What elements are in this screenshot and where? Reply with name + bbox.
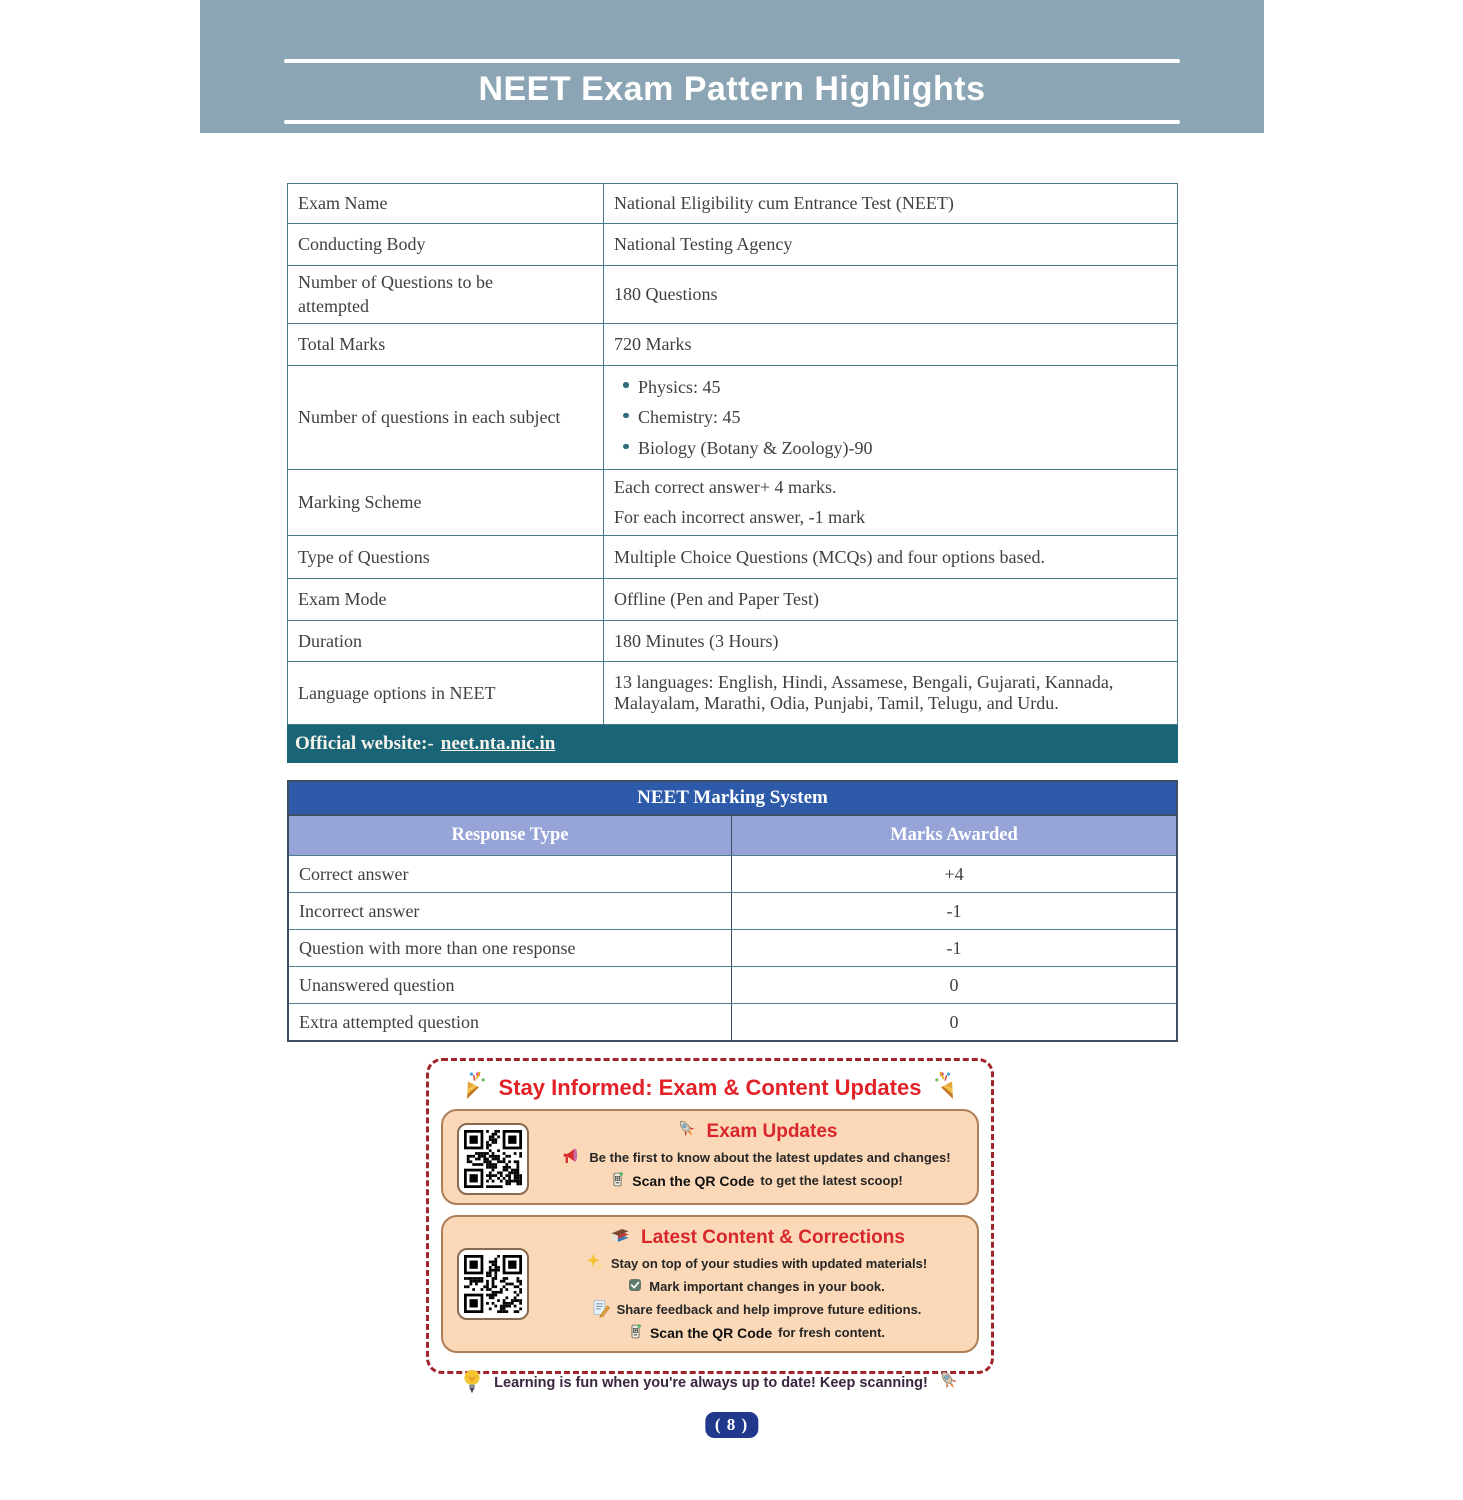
- list-item: Physics: 45: [620, 372, 1167, 403]
- exam-row-value: Offline (Pen and Paper Test): [604, 579, 1178, 621]
- table-row: [288, 323, 1178, 365]
- table-row: [289, 855, 1176, 892]
- qr-code: [457, 1248, 529, 1320]
- exam-row-value: National Testing Agency: [604, 224, 1178, 266]
- table-row: [288, 365, 1178, 470]
- exam-row-value: 180 Minutes (3 Hours): [604, 621, 1178, 662]
- official-website-link[interactable]: neet.nta.nic.in: [440, 733, 556, 755]
- updates-title-row: [429, 1067, 991, 1109]
- exam-row-label: Language options in NEET: [288, 662, 604, 725]
- exam-row-value: National Eligibility cum Entrance Test (NEET): [604, 184, 1178, 224]
- exam-pattern-section: [287, 183, 1178, 763]
- exam-row-value: 13 languages: English, Hindi, Assamese, Bengali, Gujarati, Kannada, Malayalam, Marathi, Odia, Punjabi, Tamil, Telugu, and Urdu.: [604, 662, 1178, 725]
- exam-row-value: [604, 470, 1178, 536]
- exam-row-label: Exam Name: [288, 184, 604, 224]
- response-type-cell: Extra attempted question: [289, 1004, 732, 1040]
- official-website-bar: [287, 725, 1178, 763]
- subject-list: [620, 372, 1167, 464]
- exam-row-value: [604, 365, 1178, 470]
- marks-awarded-cell: -1: [946, 937, 962, 958]
- memo-pencil-icon: [591, 1298, 611, 1321]
- exam-updates-line1-text: Be the first to know about the latest updates and changes!: [589, 1150, 951, 1165]
- lightbulb-icon: [458, 1367, 486, 1399]
- page-number: ( 8 ): [714, 1415, 749, 1434]
- content-updates-heading-row: [543, 1224, 969, 1252]
- content-updates-card: [441, 1215, 979, 1353]
- party-popper-icon: [454, 1066, 494, 1110]
- table-row: [288, 579, 1178, 621]
- books-icon: [607, 1222, 633, 1254]
- marks-awarded-cell: 0: [949, 1011, 959, 1032]
- updates-footer-row: [429, 1363, 991, 1403]
- marks-awarded-cell: +4: [944, 863, 964, 884]
- marking-system-table: [287, 780, 1178, 1042]
- exam-row-label: Type of Questions: [288, 536, 604, 579]
- response-type-cell: Incorrect answer: [289, 893, 732, 929]
- qr-phone-icon: [609, 1171, 626, 1191]
- scan-qr-bold-text: Scan the QR Code: [649, 1324, 773, 1341]
- content-updates-line: [543, 1252, 969, 1275]
- scan-qr-rest-text: to get the latest scoop!: [760, 1173, 903, 1188]
- content-line3-text: Share feedback and help improve future editions.: [616, 1302, 922, 1317]
- marking-scheme-line: Each correct answer+ 4 marks.: [614, 477, 837, 498]
- checkbox-icon: [627, 1277, 643, 1296]
- table-row: [288, 266, 1178, 324]
- party-popper-icon: [927, 1066, 967, 1110]
- exam-updates-heading: Exam Updates: [706, 1121, 838, 1142]
- sparkles-icon: [585, 1252, 605, 1275]
- exam-row-label: Number of Questions to be attempted: [288, 266, 604, 324]
- list-item: Chemistry: 45: [620, 402, 1167, 433]
- table-row: [289, 966, 1176, 1003]
- rocket-icon: [936, 1368, 962, 1398]
- page-number-badge: [705, 1412, 758, 1438]
- exam-row-label: Total Marks: [288, 323, 604, 365]
- column-header-response-type: Response Type: [289, 816, 732, 855]
- scan-qr-rest-text: for fresh content.: [778, 1325, 886, 1340]
- official-website-label: Official website:-: [295, 733, 434, 755]
- table-row: [288, 470, 1178, 536]
- updates-footer-text: Learning is fun when you're always up to date! Keep scanning!: [494, 1375, 928, 1391]
- response-type-cell: Unanswered question: [289, 967, 732, 1003]
- response-type-cell: Correct answer: [289, 856, 732, 892]
- table-row: [288, 224, 1178, 266]
- exam-row-label: Exam Mode: [288, 579, 604, 621]
- header-rule-top: [284, 59, 1180, 63]
- table-row: [288, 621, 1178, 662]
- table-row: [289, 929, 1176, 966]
- qr-code: [457, 1123, 529, 1195]
- content-updates-heading: Latest Content & Corrections: [641, 1227, 905, 1248]
- exam-row-label: Number of questions in each subject: [288, 365, 604, 470]
- marks-awarded-cell: -1: [946, 900, 962, 921]
- updates-title: Stay Informed: Exam & Content Updates: [498, 1075, 922, 1100]
- exam-row-value: 720 Marks: [604, 323, 1178, 365]
- marking-scheme-line: For each incorrect answer, -1 mark: [614, 507, 866, 528]
- page-title: NEET Exam Pattern Highlights: [478, 70, 986, 108]
- exam-row-label: Duration: [288, 621, 604, 662]
- content-line1-text: Stay on top of your studies with updated materials!: [610, 1256, 928, 1271]
- table-row: [288, 536, 1178, 579]
- exam-pattern-table: [287, 183, 1178, 725]
- exam-row-label: Marking Scheme: [288, 470, 604, 536]
- table-row: [289, 892, 1176, 929]
- exam-row-label: Conducting Body: [288, 224, 604, 266]
- exam-row-value: Multiple Choice Questions (MCQs) and four options based.: [604, 536, 1178, 579]
- content-line2-text: Mark important changes in your book.: [649, 1279, 885, 1294]
- header-rule-bottom: [284, 120, 1180, 124]
- content-updates-line: [543, 1275, 969, 1298]
- table-row: [288, 184, 1178, 224]
- content-updates-line: [543, 1298, 969, 1321]
- qr-phone-icon: [627, 1323, 644, 1343]
- response-type-cell: Question with more than one response: [289, 930, 732, 966]
- marking-table-title: NEET Marking System: [289, 782, 1176, 814]
- list-item: Biology (Botany & Zoology)-90: [620, 433, 1167, 464]
- content-updates-scan-line: [543, 1321, 969, 1344]
- exam-row-value: 180 Questions: [604, 266, 1178, 324]
- column-header-marks-awarded: Marks Awarded: [890, 825, 1018, 845]
- updates-panel: [426, 1058, 994, 1391]
- exam-updates-scan-line: [543, 1169, 969, 1192]
- table-row: [288, 662, 1178, 725]
- exam-updates-line: [543, 1146, 969, 1169]
- megaphone-icon: [561, 1145, 583, 1170]
- exam-updates-heading-row: [543, 1118, 969, 1146]
- exam-updates-card: [441, 1109, 979, 1205]
- rocket-icon: [675, 1117, 699, 1147]
- marks-awarded-cell: 0: [949, 974, 959, 995]
- marking-table-header-row: [289, 814, 1176, 855]
- table-row: [289, 1003, 1176, 1040]
- page-header: [200, 0, 1264, 133]
- scan-qr-bold-text: Scan the QR Code: [632, 1172, 755, 1189]
